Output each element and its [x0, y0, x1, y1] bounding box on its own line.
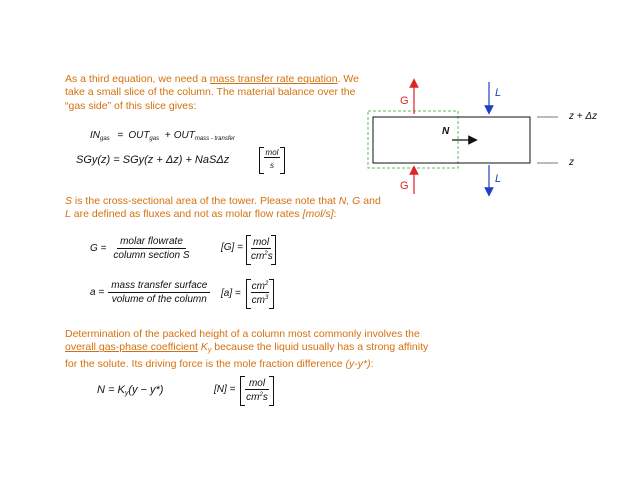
det-k-sub: y: [207, 347, 212, 355]
def-text2: and: [360, 195, 381, 207]
balance-expanded-equation: SGy(z) = SGy(z + Δz) + NaSΔz: [76, 154, 230, 166]
g-label-top: G: [400, 95, 409, 107]
eq1-equals: =: [117, 130, 124, 141]
a-unit-num-exp: 2: [265, 281, 269, 287]
n-eq-lhs: N = K: [97, 384, 125, 396]
l-label-top: L: [495, 87, 502, 99]
intro-text-after: . We take a small slice of the column. The material balance over the “gas side” of this slice gives:: [65, 73, 359, 112]
eq1-out-gas-sub: gas: [149, 136, 160, 142]
eq1-in: IN: [90, 130, 100, 141]
n-eq-rhs: (y − y*): [128, 384, 164, 396]
mass-transfer-rate-equation-link[interactable]: mass transfer rate equation: [209, 73, 338, 85]
a-unit-num-base: cm: [251, 281, 265, 292]
eq1-plus: +: [164, 130, 171, 141]
a-unit-lhs: [a] =: [221, 288, 241, 299]
a-unit-den-exp: 3: [265, 295, 269, 301]
eq1-out-gas: OUT: [128, 130, 150, 141]
gas-side-boundary: [368, 111, 458, 168]
g-unit-lhs: [G] =: [221, 242, 243, 253]
def-text1: is the cross-sectional area of the tower. Please note that: [72, 195, 339, 207]
z-plus-dz-label: z + Δz: [569, 111, 598, 122]
def-s: S: [65, 195, 73, 207]
n-eq-lhs-sub: y: [124, 390, 129, 397]
eq1-out-mass-sub: mass - transfer: [194, 136, 235, 142]
g-eq-numerator: molar flowrate: [117, 236, 186, 249]
eq2-unit-num: mol: [265, 148, 279, 157]
det-k: K: [197, 341, 208, 354]
intro-text-before: As a third equation, we need a: [65, 73, 210, 85]
def-unit: [mol/s]: [302, 208, 334, 221]
det-end: :: [370, 357, 374, 370]
g-unit-den-tail: s: [267, 251, 273, 262]
def-end: :: [333, 208, 337, 221]
n-label: N: [442, 126, 450, 137]
g-eq-denominator: column section S: [113, 250, 190, 261]
z-label: z: [569, 157, 574, 168]
overall-gas-phase-coefficient-link[interactable]: overall gas-phase coefficient: [65, 341, 198, 354]
def-vars: N, G: [338, 195, 361, 207]
g-unit-den-base: cm: [251, 251, 265, 262]
n-unit-den-tail: s: [262, 392, 268, 403]
l-label-bottom: L: [495, 173, 502, 185]
def-l: L: [65, 208, 71, 221]
a-unit-den-base: cm: [251, 295, 265, 306]
g-eq-lhs: G =: [90, 243, 107, 254]
g-unit-den-exp: 2: [264, 251, 268, 257]
n-unit-lhs: [N] =: [214, 384, 236, 395]
det-text1: Determination of the packed height of a column most commonly involves the: [65, 328, 420, 340]
eq1-out-mass: OUT: [173, 130, 195, 141]
a-eq-lhs: a =: [90, 287, 105, 298]
det-text2: because the liquid usually has a strong affinity for the solute. Its driving force is the mole fraction difference: [65, 341, 429, 370]
eq1-in-sub: gas: [100, 136, 110, 142]
g-label-bottom: G: [400, 180, 409, 192]
a-eq-denominator: volume of the column: [111, 294, 207, 305]
g-unit-num: mol: [252, 237, 270, 248]
eq2-unit-den: s: [270, 161, 274, 170]
n-unit-den-base: cm: [246, 392, 260, 403]
n-unit-den-exp: 2: [259, 392, 263, 398]
n-unit-num: mol: [245, 378, 269, 390]
def-text3: are defined as fluxes and not as molar flow rates: [70, 208, 303, 221]
column-slice: [373, 117, 530, 163]
a-eq-numerator: mass transfer surface: [108, 280, 210, 293]
det-diff: (y-y*): [345, 357, 371, 370]
